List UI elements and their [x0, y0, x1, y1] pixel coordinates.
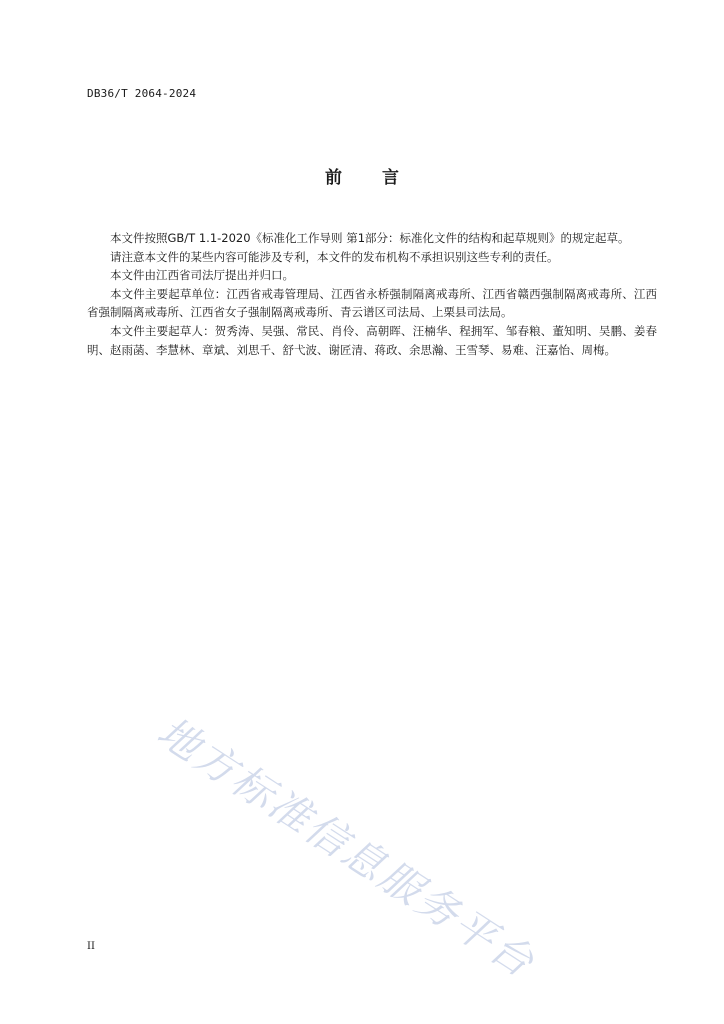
- watermark: 地方标准信息服务平台: [148, 707, 545, 988]
- document-code: DB36/T 2064-2024: [87, 87, 197, 100]
- paragraph-proposer: 本文件由江西省司法厅提出并归口。: [110, 268, 294, 283]
- title-char-1: 前: [325, 168, 342, 188]
- title-char-2: 言: [382, 168, 399, 188]
- foreword-body: [87, 229, 657, 359]
- paragraph-drafters: 本文件主要起草人：贺秀涛、吴强、常民、肖伶、高朝晖、汪楠华、程拥军、邹春粮、董知明、吴鹏、姜春明、赵雨菡、李慧林、章斌、刘思千、舒弋波、谢匠清、蒋政、余思瀚、王雪琴、易难、汪嘉怡、周梅。: [87, 323, 657, 357]
- page-number: II: [87, 941, 95, 952]
- paragraph-drafting-rules: 本文件按照GB/T 1.1-2020《标准化工作导则 第1部分：标准化文件的结构和起草规则》的规定起草。: [110, 231, 630, 245]
- paragraph-patent-notice: 请注意本文件的某些内容可能涉及专利，本文件的发布机构不承担识别这些专利的责任。: [110, 249, 559, 264]
- paragraph-drafting-units: 本文件主要起草单位：江西省戒毒管理局、江西省永桥强制隔离戒毒所、江西省赣西强制隔离戒毒所、江西省强制隔离戒毒所、江西省女子强制隔离戒毒所、青云谱区司法局、上栗县司法局。: [87, 286, 657, 320]
- page-title: [0, 163, 724, 188]
